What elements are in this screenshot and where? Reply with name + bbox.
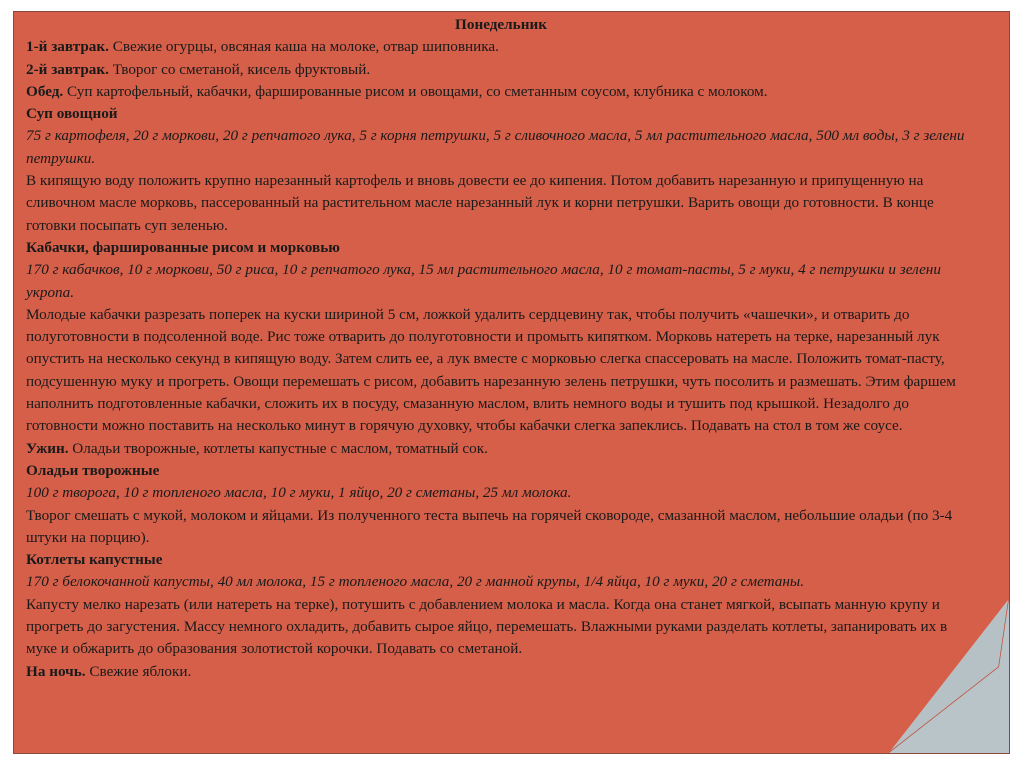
breakfast2-label: 2-й завтрак.	[26, 60, 109, 78]
lunch-text: Суп картофельный, кабачки, фаршированные рисом и овощами, со сметанным соусом, клубника с молоком.	[63, 82, 768, 100]
cutlets-ingredients: 170 г белокочанной капусты, 40 мл молока, 15 г топленого масла, 20 г манной крупы, 1/4 яйца, 10 г муки, 20 г сметаны.	[26, 573, 805, 591]
breakfast1-text: Свежие огурцы, овсяная каша на молоке, отвар шиповника.	[108, 38, 499, 56]
zucchini-recipe: Молодые кабачки разрезать поперек на куски шириной 5 см, ложкой удалить сердцевину так, чтобы получить «чашечки», и отварить до полуготовности в подсоленной воде. Рис тоже отварить до полуготовности и промыть кипятком. Морковь натереть на терке, нарезанный лук опустить на несколько секунд в кипящую воду. Затем слить ее, а лук вместе с морковью слегка спассеровать на масле. Положить томат-пасту, подсушенную муку и прогреть. Овощи перемешать с рисом, добавить нарезанную зелень петрушки, чуть посолить и размешать. Этим фаршем наполнить подготовленные кабачки, сложить их в посуду, смазанную маслом, влить немного воды и тушить под крышкой. Незадолго до готовности можно поставить на несколько минут в горячую духовку, чтобы кабачки слегка запеклись. Подавать на стол в том же соусе.	[26, 305, 956, 435]
zucchini-ingredients: 170 г кабачков, 10 г моркови, 50 г риса, 10 г репчатого лука, 15 мл растительного масла, 10 г томат-пасты, 5 г муки, 4 г петрушки и зелени укропа.	[26, 261, 941, 301]
soup-recipe: В кипящую воду положить крупно нарезанный картофель и вновь довести ее до кипения. Потом добавить нарезанную и припущенную на сливочном масле морковь, пассерованный на растительном масле нарезанный лук и корни петрушки. Варить овощи до готовности. В конце готовки посыпать суп зеленью.	[26, 172, 934, 234]
lunch-label: Обед.	[26, 82, 64, 100]
zucchini-title: Кабачки, фаршированные рисом и морковью	[26, 238, 340, 256]
dinner-line	[26, 438, 976, 460]
pancakes-title: Оладьи творожные	[26, 461, 160, 479]
lunch-line	[26, 81, 976, 103]
soup-ingredients: 75 г картофеля, 20 г моркови, 20 г репчатого лука, 5 г корня петрушки, 5 г сливочного масла, 5 мл растительного масла, 500 мл воды, 3 г зелени петрушки.	[26, 127, 965, 167]
pancakes-ingredients: 100 г творога, 10 г топленого масла, 10 г муки, 1 яйцо, 20 г сметаны, 25 мл молока.	[26, 484, 572, 502]
breakfast2-text: Творог со сметаной, кисель фруктовый.	[108, 60, 371, 78]
cutlets-title: Котлеты капустные	[26, 551, 163, 569]
breakfast1-line	[26, 36, 976, 58]
pancakes-recipe: Творог смешать с мукой, молоком и яйцами. Из полученного теста выпечь на горячей сковороде, смазанной маслом, небольшие оладьи (по 3-4 штуки на порцию).	[26, 506, 953, 546]
day-title: Понедельник	[455, 16, 547, 33]
soup-title: Суп овощной	[26, 105, 118, 123]
dinner-text: Оладьи творожные, котлеты капустные с маслом, томатный сок.	[68, 439, 488, 457]
night-line	[26, 661, 976, 683]
night-text: Свежие яблоки.	[85, 662, 192, 680]
dinner-label: Ужин.	[26, 439, 69, 457]
breakfast1-label: 1-й завтрак.	[26, 38, 109, 56]
menu-text	[26, 14, 976, 683]
night-label: На ночь.	[26, 662, 86, 680]
breakfast2-line	[26, 59, 976, 81]
cutlets-recipe: Капусту мелко нарезать (или натереть на терке), потушить с добавлением молока и масла. Когда она станет мягкой, всыпать манную крупу и прогреть до загустения. Массу немного охладить, добавить сырое яйцо, перемешать. Влажными руками разделать котлеты, запанировать их в муке и обжарить до образования золотистой корочки. Подавать со сметаной.	[26, 595, 948, 658]
